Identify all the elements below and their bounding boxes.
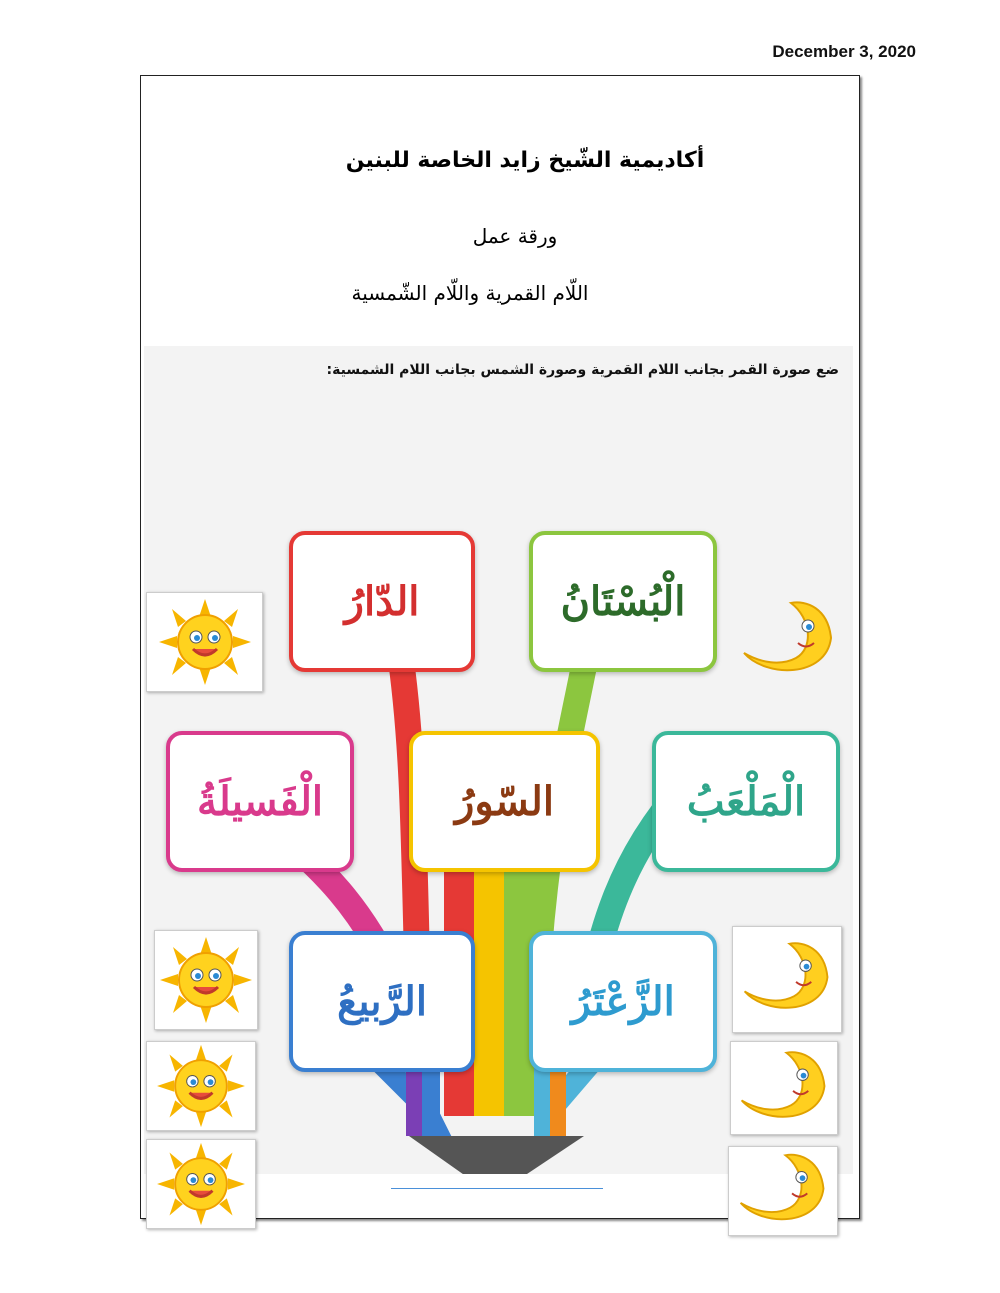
date: December 3, 2020 [772, 42, 916, 61]
word-card-malab [652, 731, 840, 872]
moon-icon [736, 598, 841, 683]
moon-icon [737, 937, 837, 1022]
sun-icon [156, 935, 256, 1025]
word-card-dar [289, 531, 475, 672]
sun-image-2[interactable] [154, 930, 258, 1030]
sun-image-4[interactable] [146, 1139, 256, 1229]
moon-icon [734, 1046, 834, 1131]
exercise-panel [144, 346, 853, 1174]
word-bustan: الْبُسْتَانُ [560, 578, 686, 625]
word-card-rabi [289, 931, 475, 1072]
moon-image-4[interactable] [728, 1146, 838, 1236]
document-type: ورقة عمل [472, 224, 558, 248]
sun-icon [151, 1043, 251, 1129]
school-name: أكاديمية الشّيخ زايد الخاصة للبنين [345, 148, 705, 173]
word-zatar: الزَّعْتَرُ [571, 978, 675, 1025]
moon-image-3[interactable] [730, 1041, 838, 1135]
sun-image-3[interactable] [146, 1041, 256, 1131]
word-malab: الْمَلْعَبُ [686, 778, 806, 825]
blue-divider [391, 1188, 603, 1189]
instruction: ضع صورة القمر بجانب اللام القمرية وصورة الشمس بجانب اللام الشمسية: [326, 362, 839, 378]
moon-icon [733, 1150, 833, 1232]
word-rabi: الرَّبيعُ [337, 978, 427, 1025]
word-dar: الدّارُ [344, 578, 420, 625]
sun-icon [151, 1141, 251, 1227]
word-card-zatar [529, 931, 717, 1072]
worksheet-topic: اللّام القمرية واللّام الشّمسية [351, 281, 589, 305]
moon-image-1[interactable] [736, 598, 841, 683]
sun-image-1[interactable] [146, 592, 263, 692]
worksheet-page [140, 75, 860, 1219]
word-fasila: الْفَسيلَةُ [197, 778, 323, 825]
word-sur: السّورُ [455, 778, 554, 825]
word-card-bustan [529, 531, 717, 672]
moon-image-2[interactable] [732, 926, 842, 1033]
word-card-sur [409, 731, 600, 872]
word-card-fasila [166, 731, 354, 872]
sun-icon [155, 597, 255, 687]
